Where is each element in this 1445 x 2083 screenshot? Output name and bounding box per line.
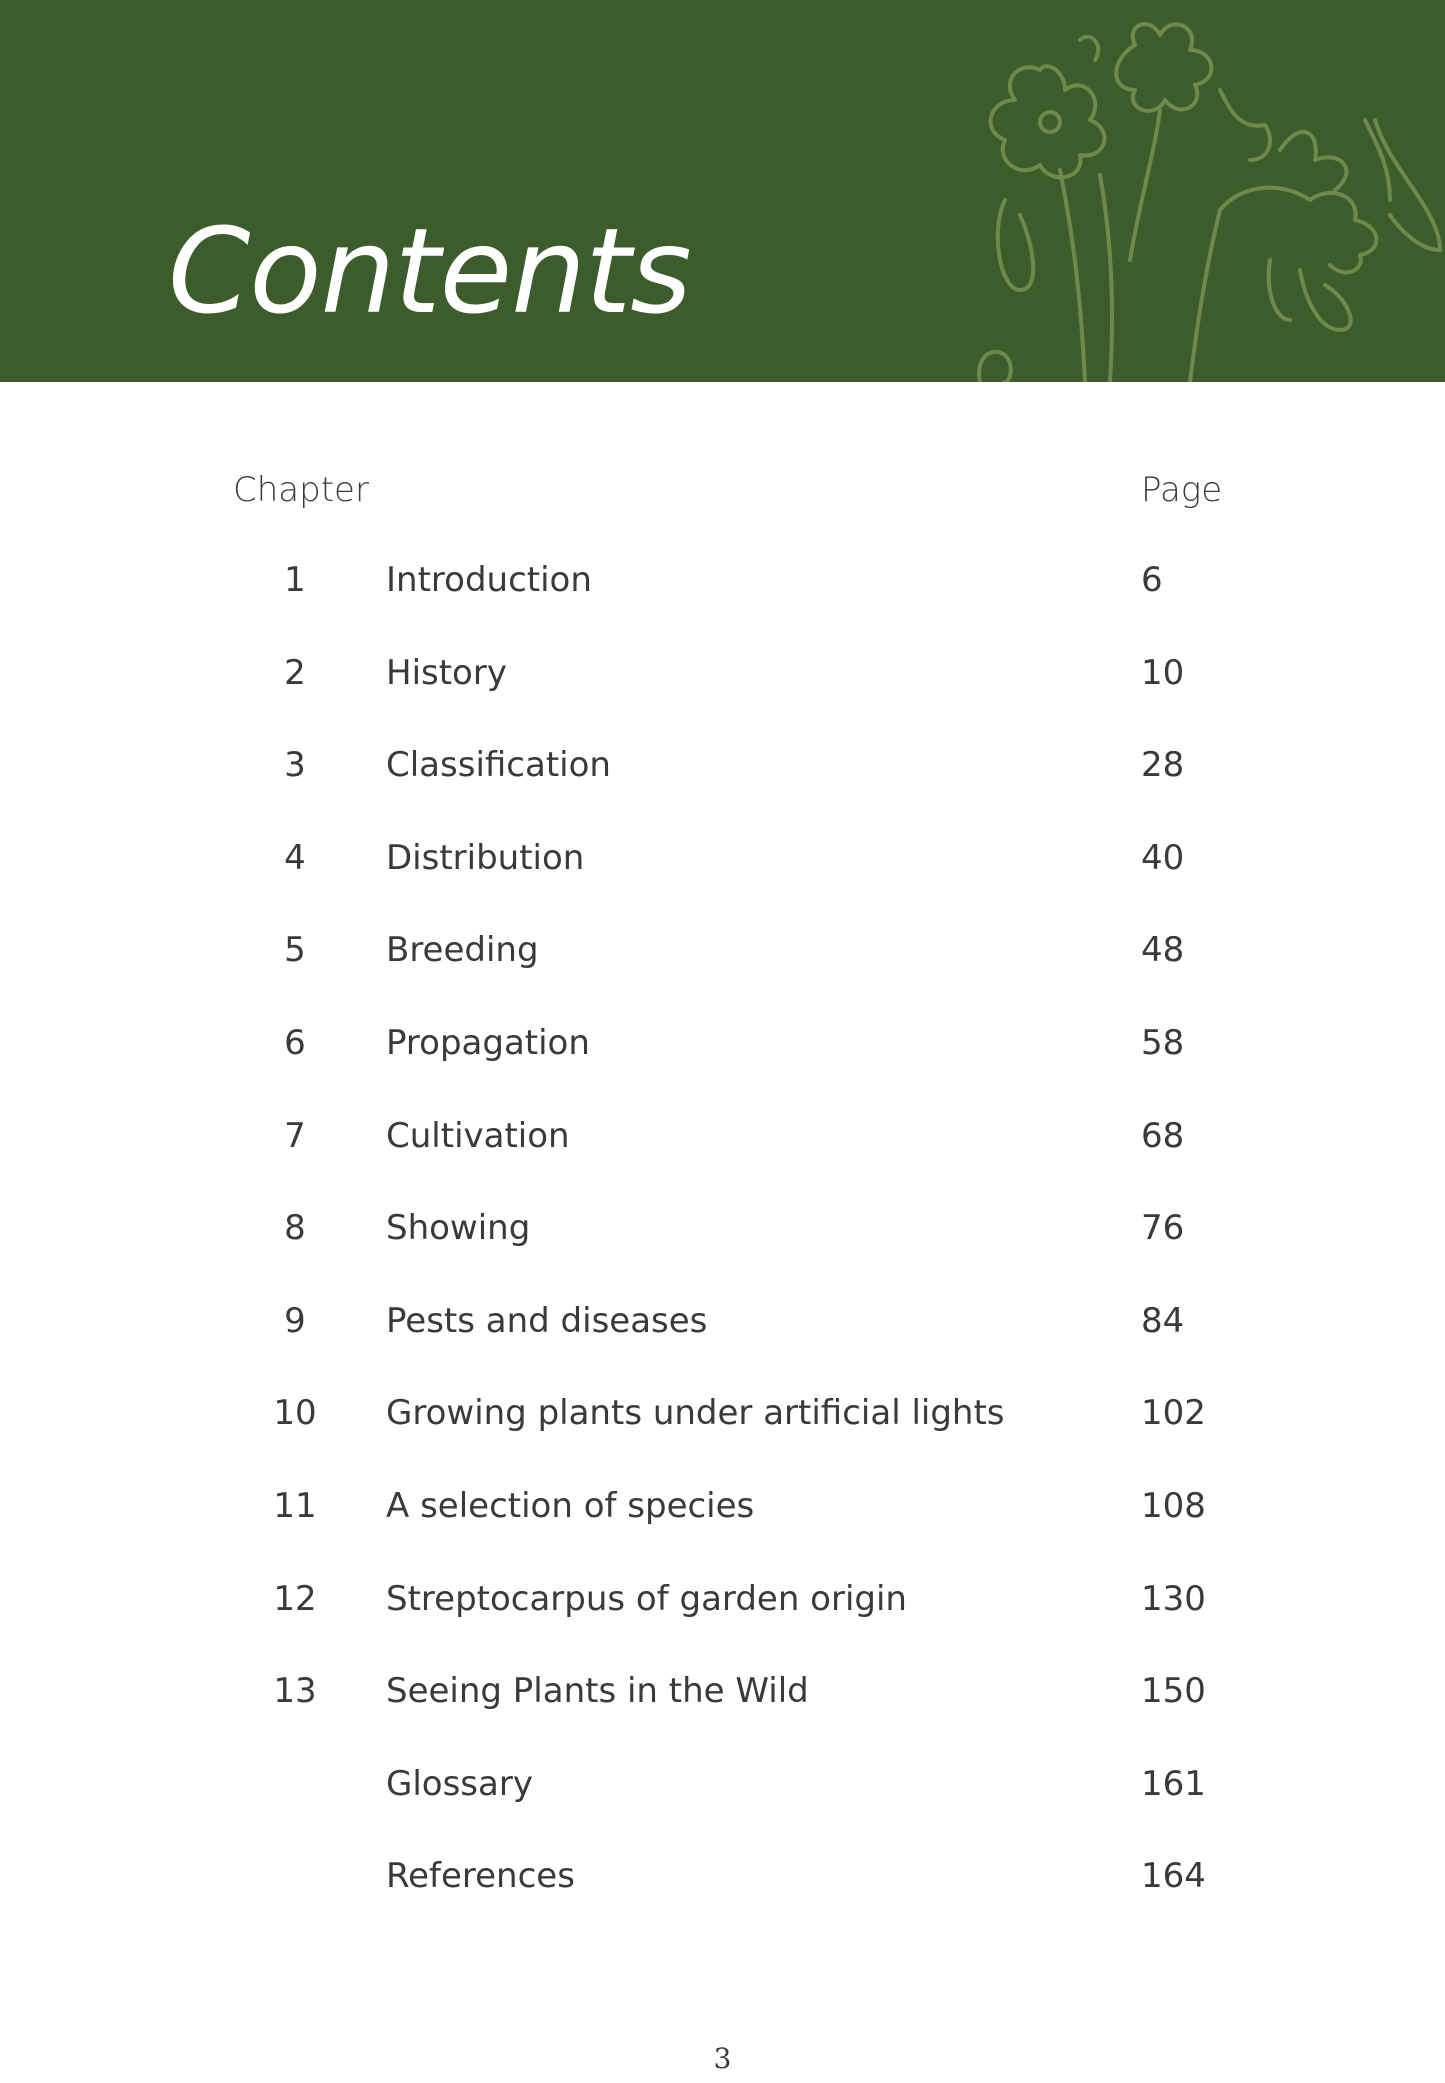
chapter-page: 68: [1141, 1115, 1185, 1156]
page-column-heading: Page: [1141, 470, 1223, 510]
chapter-page: 130: [1141, 1578, 1206, 1619]
chapter-number: 12: [273, 1578, 317, 1619]
chapter-page: 164: [1141, 1856, 1206, 1897]
chapter-number: 1: [284, 560, 306, 600]
toc-entry[interactable]: [0, 1208, 1445, 1301]
chapter-number: 11: [273, 1485, 317, 1526]
chapter-title: Showing: [386, 1208, 531, 1249]
chapter-page: 102: [1141, 1393, 1206, 1434]
toc-entry[interactable]: [0, 1671, 1445, 1764]
chapter-number: 13: [273, 1671, 317, 1712]
chapter-title: Glossary: [386, 1763, 533, 1804]
chapter-title: Classification: [386, 745, 611, 786]
chapter-page: 108: [1141, 1485, 1206, 1526]
page-number: 3: [713, 2042, 732, 2075]
toc-entry[interactable]: [0, 1486, 1445, 1579]
chapter-number: 6: [284, 1022, 306, 1063]
chapter-number: 10: [273, 1393, 317, 1434]
chapter-title: Breeding: [386, 930, 539, 971]
chapter-page: 40: [1141, 837, 1185, 878]
toc-entry[interactable]: [0, 1764, 1445, 1857]
toc-entry[interactable]: [0, 1116, 1445, 1209]
chapter-number: 9: [284, 1300, 306, 1341]
chapter-title: Pests and diseases: [386, 1300, 708, 1341]
chapter-page: 6: [1141, 560, 1163, 600]
chapter-column-heading: Chapter: [233, 470, 369, 510]
chapter-number: 3: [284, 745, 306, 786]
chapter-title: Distribution: [386, 837, 585, 878]
chapter-page: 48: [1141, 930, 1185, 971]
chapter-page: 84: [1141, 1300, 1185, 1341]
chapter-page: 28: [1141, 745, 1185, 786]
toc-entry[interactable]: [0, 1301, 1445, 1394]
chapter-page: 76: [1141, 1208, 1185, 1249]
chapter-title: References: [386, 1856, 575, 1897]
chapter-title: Seeing Plants in the Wild: [386, 1671, 809, 1712]
chapter-number: 2: [284, 652, 306, 693]
toc-entry[interactable]: [0, 1393, 1445, 1486]
toc-entry[interactable]: [0, 838, 1445, 931]
chapter-page: 161: [1141, 1763, 1206, 1804]
toc-entry[interactable]: [0, 745, 1445, 838]
toc-entry[interactable]: [0, 653, 1445, 746]
chapter-title: Introduction: [386, 560, 592, 600]
toc-entry[interactable]: [0, 560, 1445, 653]
toc-entry[interactable]: [0, 930, 1445, 1023]
chapter-number: 7: [284, 1115, 306, 1156]
toc-entry[interactable]: [0, 1023, 1445, 1116]
toc-entry[interactable]: [0, 1579, 1445, 1672]
chapter-page: 150: [1141, 1671, 1206, 1712]
chapter-title: A selection of species: [386, 1485, 755, 1526]
chapter-title: Propagation: [386, 1022, 590, 1063]
chapter-page: 58: [1141, 1022, 1185, 1063]
chapter-title: Growing plants under artificial lights: [386, 1393, 1005, 1434]
page-title: Contents: [168, 202, 691, 340]
table-of-contents: [0, 560, 1445, 1949]
chapter-number: 5: [284, 930, 306, 971]
chapter-page: 10: [1141, 652, 1185, 693]
header-band: [0, 0, 1445, 382]
chapter-title: Streptocarpus of garden origin: [386, 1578, 907, 1619]
flower-line-art-icon: [920, 0, 1445, 382]
chapter-number: 4: [284, 837, 306, 878]
chapter-title: Cultivation: [386, 1115, 570, 1156]
toc-entry[interactable]: [0, 1856, 1445, 1949]
chapter-number: 8: [284, 1208, 306, 1249]
chapter-title: History: [386, 652, 507, 693]
